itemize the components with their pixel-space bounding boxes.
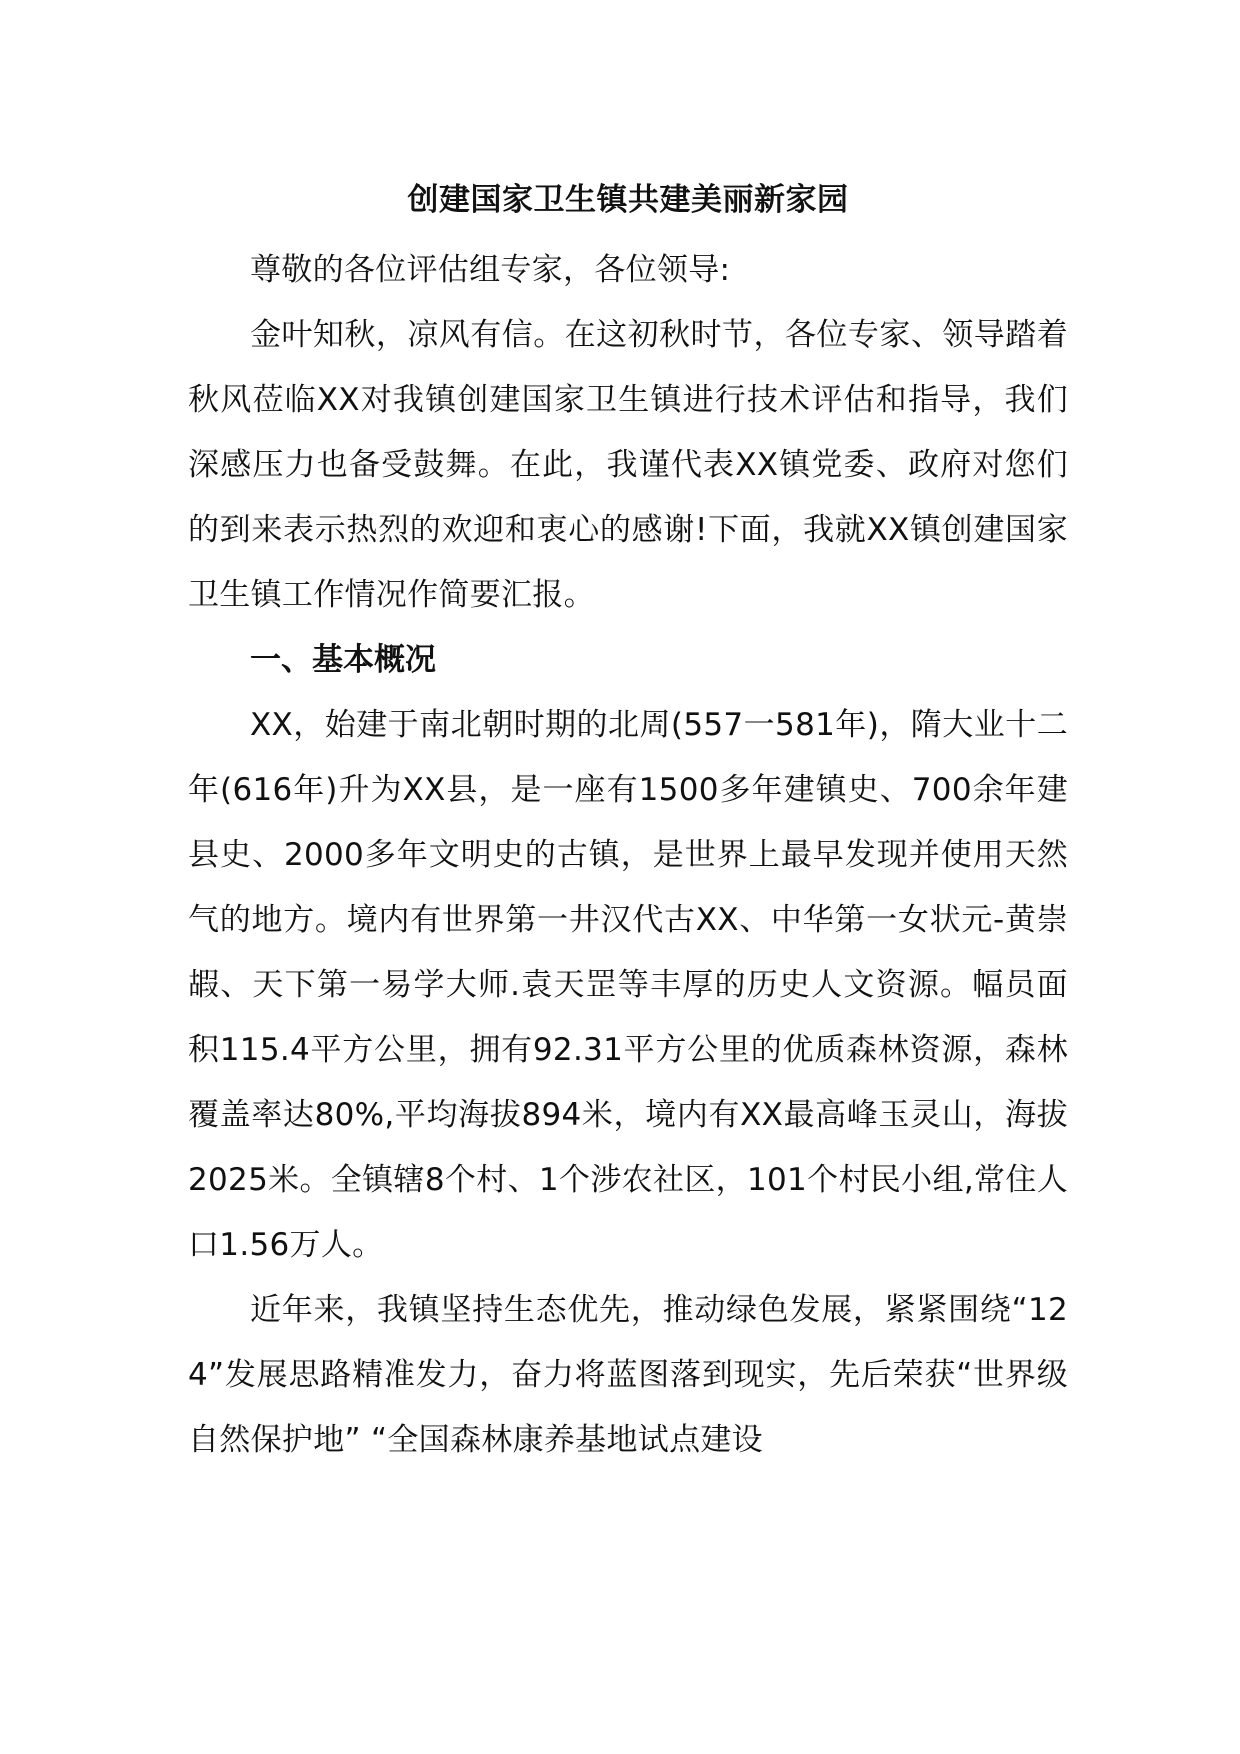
intro-paragraph: 金叶知秋，凉风有信。在这初秋时节，各位专家、领导踏着秋风莅临XX对我镇创建国家卫生镇进行技术评估和指导，我们深感压力也备受鼓舞。在此，我谨代表XX镇党委、政府对您们的到来表示热烈的欢迎和衷心的感谢!下面，我就XX镇创建国家卫生镇工作情况作简要汇报。 xyxy=(188,317,1068,613)
document-page xyxy=(188,178,1068,1473)
salutation: 尊敬的各位评估组专家，各位领导: xyxy=(250,252,731,288)
section-heading-basic-overview: 一、基本概况 xyxy=(250,642,436,678)
overview-paragraph: XX，始建于南北朝时期的北周(557一581年)，隋大业十二年(616年)升为XX县，是一座有1500多年建镇史、700余年建县史、2000多年文明史的古镇，是世界上最早发现并使用天然气的地方。境内有世界第一井汉代古XX、中华第一女状元-黄崇嘏、天下第一易学大师.袁天罡等丰厚的历史人文资源。幅员面积115.4平方公里，拥有92.31平方公里的优质森林资源，森林覆盖率达80%,平均海拔894米，境内有XX最高峰玉灵山，海拔2025米。全镇辖8个村、1个涉农社区，101个村民小组,常住人口1.56万人。 xyxy=(188,707,1068,1263)
recent-years-paragraph: 近年来，我镇坚持生态优先，推动绿色发展，紧紧围绕“124”发展思路精准发力，奋力将蓝图落到现实，先后荣获“世界级自然保护地” “全国森林康养基地试点建设 xyxy=(188,1292,1068,1458)
document-title: 创建国家卫生镇共建美丽新家园 xyxy=(407,182,849,218)
